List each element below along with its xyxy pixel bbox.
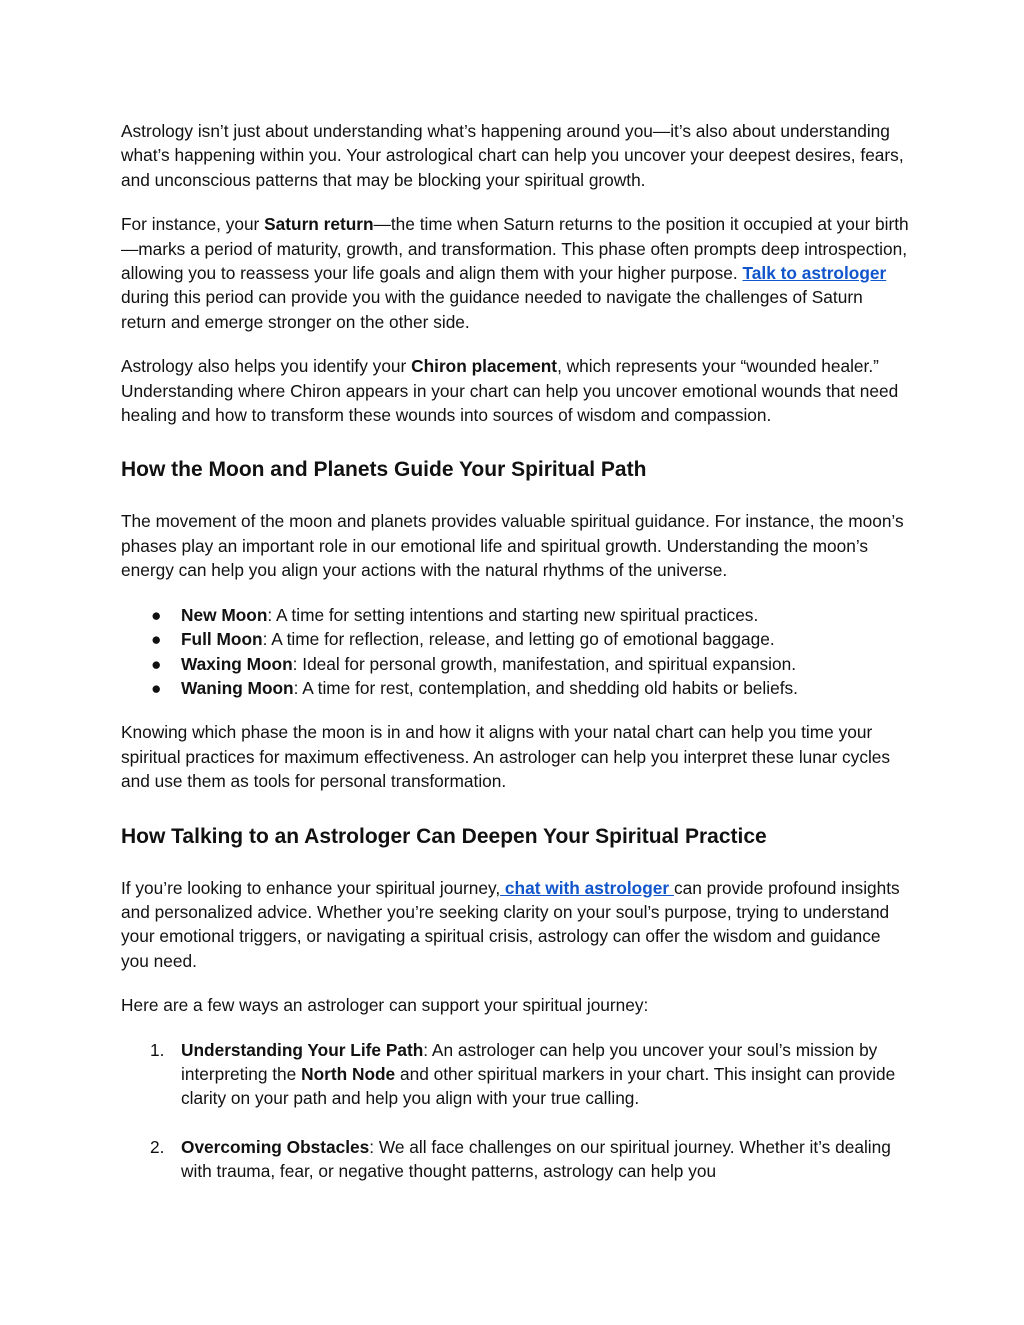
list-item <box>121 1135 911 1184</box>
list-item-text: : A time for reflection, release, and letting go of emotional baggage. <box>262 629 775 650</box>
list-item <box>121 676 911 700</box>
list-item-text: and other spiritual markers in your chart. This insight can provide clarity on your path and help you align with your true calling. <box>181 1063 896 1109</box>
saturn-return-term: Saturn return <box>264 214 374 235</box>
section-heading-talking-astrologer: How Talking to an Astrologer Can Deepen Your Spiritual Practice <box>121 824 767 848</box>
section-heading-moon-planets: How the Moon and Planets Guide Your Spiritual Path <box>121 458 647 482</box>
list-item-term: Waning Moon <box>181 677 294 698</box>
list-number: 1. <box>150 1039 165 1060</box>
list-item <box>121 1038 911 1111</box>
chiron-placement-term: Chiron placement <box>411 356 558 377</box>
moon-paragraph-1: The movement of the moon and planets provides valuable spiritual guidance. For instance, the moon’s phases play an important role in our emotional life and spiritual growth. Understanding the moon’s energy can help you align your actions with the natural rhythms of the universe. <box>121 511 904 581</box>
document-page <box>121 119 911 1208</box>
intro-paragraph-2 <box>121 212 911 334</box>
text: If you’re looking to enhance your spiritual journey, <box>121 877 501 898</box>
astrologer-paragraph-1 <box>121 876 911 974</box>
list-item-text: : Ideal for personal growth, manifestation, and spiritual expansion. <box>292 653 797 674</box>
bullet-icon: ● <box>151 653 162 674</box>
list-item-text: : We all face challenges on our spiritual journey. Whether it’s dealing with trauma, fear, or negative thought patterns, astrology can help you <box>181 1136 891 1182</box>
astrologer-paragraph-2: Here are a few ways an astrologer can support your spiritual journey: <box>121 995 649 1016</box>
list-item-term: New Moon <box>181 604 268 625</box>
talk-to-astrologer-link[interactable]: Talk to astrologer <box>742 263 887 284</box>
list-item-term: Overcoming Obstacles <box>181 1136 370 1157</box>
list-item-text: : An astrologer can help you uncover your soul’s mission by interpreting the <box>181 1039 878 1084</box>
support-ways-list <box>121 1038 911 1184</box>
list-item-term: Waxing Moon <box>181 653 293 674</box>
intro-paragraph-1: Astrology isn’t just about understanding what’s happening around you—it’s also about understanding what’s happening within you. Your astrological chart can help you uncover your deepest desires, fears, and unconscious patterns that may be blocking your spiritual growth. <box>121 121 904 190</box>
text: during this period can provide you with the guidance needed to navigate the challenges of Saturn return and emerge stronger on the other side. <box>121 287 863 332</box>
list-item <box>121 652 911 676</box>
list-item-term: Understanding Your Life Path <box>181 1039 424 1060</box>
list-item <box>121 603 911 627</box>
text: Astrology also helps you identify your <box>121 356 412 377</box>
list-item-term: Full Moon <box>181 629 263 650</box>
intro-paragraph-3 <box>121 354 911 427</box>
list-item-text: : A time for rest, contemplation, and shedding old habits or beliefs. <box>293 677 798 698</box>
list-number: 2. <box>150 1136 165 1157</box>
list-item-text: : A time for setting intentions and starting new spiritual practices. <box>267 604 759 625</box>
north-node-term: North Node <box>301 1063 396 1084</box>
text: —the time when Saturn returns to the position it occupied at your birth—marks a period of maturity, growth, and transformation. This phase often prompts deep introspection, allowing you to reassess your life goals and align them with your higher purpose. <box>121 214 909 284</box>
moon-phase-list <box>121 603 911 701</box>
text: can provide profound insights and personalized advice. Whether you’re seeking clarity on your soul’s purpose, trying to understand your emotional triggers, or navigating a spiritual crisis, astrology can offer the wisdom and guidance you need. <box>121 877 900 971</box>
bullet-icon: ● <box>151 677 162 698</box>
moon-paragraph-2: Knowing which phase the moon is in and how it aligns with your natal chart can help you time your spiritual practices for maximum effectiveness. An astrologer can help you interpret these lunar cycles and use them as tools for personal transformation. <box>121 722 891 792</box>
text: For instance, your <box>121 214 265 235</box>
bullet-icon: ● <box>151 604 162 625</box>
bullet-icon: ● <box>151 629 162 650</box>
text: , which represents your “wounded healer.” Understanding where Chiron appears in your chart can help you uncover emotional wounds that need healing and how to transform these wounds into sources of wisdom and compassion. <box>121 356 899 426</box>
chat-with-astrologer-link[interactable]: chat with astrologer <box>500 877 674 898</box>
list-item <box>121 627 911 651</box>
